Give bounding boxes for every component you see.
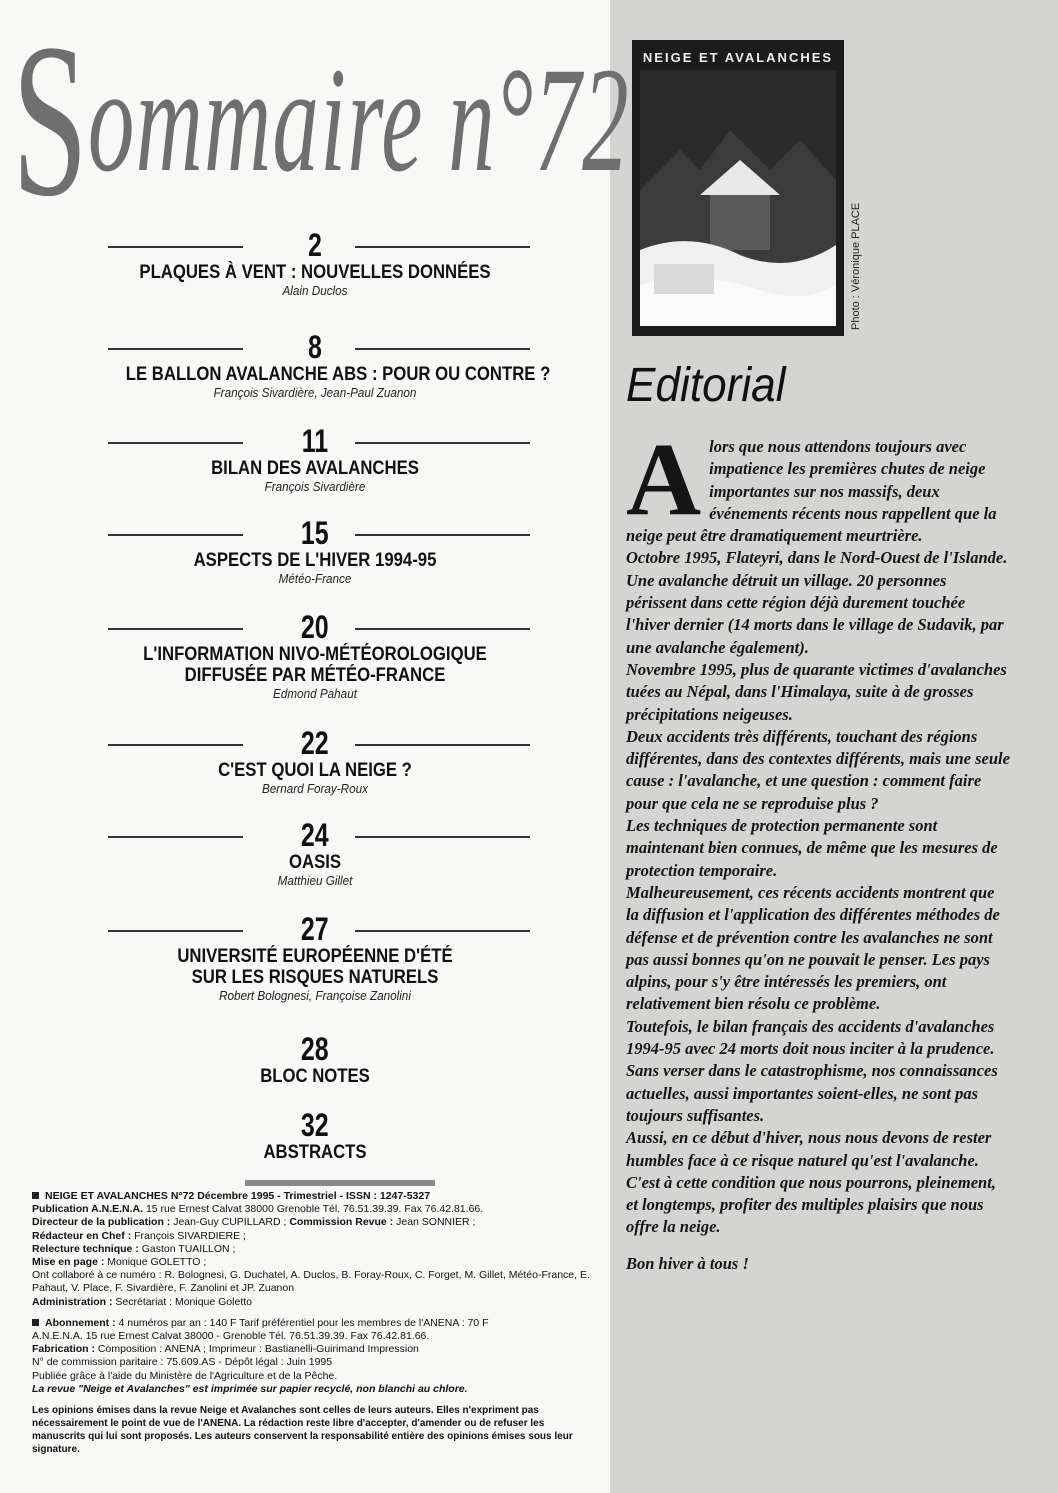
toc-page-number: 22 <box>301 725 329 761</box>
toc-title-line2: SUR LES RISQUES NATURELS <box>191 967 439 988</box>
toc-title: BLOC NOTES <box>260 1066 370 1087</box>
toc-author: Bernard Foray-Roux <box>261 781 369 796</box>
toc-author: Météo-France <box>278 571 352 586</box>
title-rest: ommaire n°72 <box>87 37 630 203</box>
toc-page-number: 24 <box>301 817 329 853</box>
toc-author: François Sivardière <box>264 479 366 494</box>
toc-entry[interactable] <box>100 329 551 401</box>
toc-title: BILAN DES AVALANCHES <box>211 458 419 479</box>
toc-author: François Sivardière, Jean-Paul Zuanon <box>213 385 417 400</box>
toc-page-number: 15 <box>301 515 329 551</box>
toc-entry[interactable] <box>100 1032 530 1087</box>
toc-title: OASIS <box>288 852 342 873</box>
toc-entry[interactable] <box>100 228 530 299</box>
toc-entry[interactable] <box>100 610 530 702</box>
disclaimer: Les opinions émises dans la revue Neige et Avalanches sont celles de leurs auteurs. Elles n'expriment pas nécessairement le point de vue de l'ANENA. La rédaction reste libre d'accepter, d'amender ou de refuser les manuscrits qui lui sont proposés. Les auteurs conservent la responsabilité entière des opinions émises sous leur signature. <box>32 1405 573 1456</box>
toc-title: LE BALLON AVALANCHE ABS : POUR OU CONTRE ? <box>125 364 551 385</box>
toc-author: Edmond Pahaut <box>273 686 357 701</box>
toc-title: ASPECTS DE L'HIVER 1994-95 <box>193 550 437 571</box>
toc-title: L'INFORMATION NIVO-MÉTÉOROLOGIQUE <box>143 644 487 665</box>
toc-author: Robert Bolognesi, Françoise Zanolini <box>219 988 411 1003</box>
bullet-square-icon <box>32 1319 39 1326</box>
title-initial: S <box>12 0 88 242</box>
cover-title: NEIGE ET AVALANCHES <box>642 50 834 65</box>
toc-entry[interactable] <box>100 818 530 889</box>
toc-title: C'EST QUOI LA NEIGE ? <box>218 760 412 781</box>
toc-entry[interactable] <box>100 516 530 587</box>
toc-entry[interactable] <box>100 912 530 1004</box>
masthead-credits: NEIGE ET AVALANCHES N°72 Décembre 1995 - Trimestriel - ISSN : 1247-5327 Publication A.N.E.N.A. 15 rue Ernest Calvat 38000 Grenoble Tél. 76.51.39.39. Fax 76.42.81.66. Directeur de la publication : Jean-Guy CUPILLARD ; Commission Revue : Jean SONNIER ; Rédacteur en Chef : François SIVARDIERE ; Relecture technique : Gaston TUAILLON ; Mise en page : Monique GOLETTO ; Ont collaboré à ce numéro : R. Bolognesi, G. Duchatel, A. Duclos, B. Foray-Roux, C. Forget, M. Gillet, Météo-France, E. Pahaut, V. Place, F. Sivardière, F. Zanolini et JP. Zuanon Administration : Secrétariat : Monique Goletto Abonnement : 4 numéros par an : 140 F Tarif préférentiel pour les membres de l'ANENA : 70 F A.N.E.N.A. 15 rue Ernest Calvat 38000 - Grenoble Tél. 76.51.39.39. Fax 76.42.81.66. Fabrication : Composition : ANENA ; Imprimeur : Bastianelli-Guirimand Impression N° de commission paritaire : 75.609.AS - Dépôt légal : Juin 1995 Publiée grâce à l'aide du Ministère de l'Agriculture et de la Pêche. La revue "Neige et Avalanches" est imprimée sur papier recyclé, non blanchi au chlore. Les opinions émises dans la revue Neige et Avalanches sont celles de leurs auteurs. Elles n'expriment pas nécessairement le point de vue de l'ANENA. La rédaction reste libre d'accepter, d'amender ou de refuser les manuscrits qui lui sont proposés. Les auteurs conservent la responsabilité entière des opinions émises sous leur signature. <box>32 1190 597 1456</box>
toc-page-number: 27 <box>301 911 329 947</box>
toc-title: UNIVERSITÉ EUROPÉENNE D'ÉTÉ <box>177 946 453 967</box>
toc-title: ABSTRACTS <box>263 1142 367 1163</box>
toc-page-number: 11 <box>301 423 329 459</box>
toc-author: Matthieu Gillet <box>277 873 353 888</box>
toc-title-line2: DIFFUSÉE PAR MÉTÉO-FRANCE <box>184 665 446 686</box>
issue-line: NEIGE ET AVALANCHES N°72 Décembre 1995 - Trimestriel - ISSN : 1247-5327 <box>45 1190 431 1202</box>
toc-page-number: 8 <box>308 329 322 365</box>
bullet-square-icon <box>32 1192 39 1199</box>
cover-thumbnail <box>632 40 844 336</box>
toc-author: Alain Duclos <box>282 283 348 298</box>
toc-entry[interactable] <box>100 726 530 797</box>
contributors: Ont collaboré à ce numéro : R. Bolognesi, G. Duchatel, A. Duclos, B. Foray-Roux, C. Forget, M. Gillet, Météo-France, E. Pahaut, V. Place, F. Sivardière, F. Zanolini et JP. Zuanon <box>32 1269 590 1295</box>
toc-entry[interactable] <box>100 1108 530 1163</box>
toc-entry[interactable] <box>100 424 530 495</box>
divider-bar <box>245 1180 435 1186</box>
drop-cap: A <box>626 422 702 537</box>
page-title <box>12 0 630 242</box>
toc-title: PLAQUES À VENT : NOUVELLES DONNÉES <box>139 262 491 283</box>
toc-page-number: 32 <box>301 1107 329 1143</box>
toc-page-number: 2 <box>308 227 322 263</box>
editorial-text: Alors que nous attendons toujours avec impatience les premières chutes de neige importantes sur nos massifs, deux événements récents nous rappellent que la neige peut être dramatiquement meurtrière. Octobre 1995, Flateyri, dans le Nord-Ouest de l'Islande. Une avalanche détruit un village. 20 personnes périssent dans cette région déjà durement touchée l'hiver dernier (14 morts dans le village de Sudavik, par une avalanche également). Novembre 1995, plus de quarante victimes d'avalanches tuées au Népal, dans l'Himalaya, suite à de grosses précipitations neigeuses. Deux accidents très différents, touchant des régions différentes, dans des contextes différents, mais une seule cause : l'avalanche, et une question : comment faire pour que cela ne se reproduise plus ? Les techniques de protection permanente sont maintenant bien connues, de même que les mesures de protection temporaire. Malheureusement, ces récents accidents montrent que la diffusion et l'application des différentes méthodes de défense et de prévention contre les avalanches ne sont pas aussi bonnes qu'on ne pouvait le penser. Les pays alpins, pour s'y être intéressés les premiers, ont relativement bien résolu ce problème. Toutefois, le bilan français des accidents d'avalanches 1994-95 avec 24 morts doit nous inciter à la prudence. Sans verser dans le catastrophisme, nos connaissances actuelles, aussi importantes soient-elles, ne sont pas toujours suffisantes. Aussi, en ce début d'hiver, nous nous devons de rester humbles face à ce risque naturel qu'est l'avalanche. C'est à cette condition que nous pourrons, pleinement, et longtemps, profiter des multiples plaisirs que nous offre la neige. Bon hiver à tous ! <box>626 436 1010 1275</box>
editorial-heading: Editorial <box>626 359 786 412</box>
toc-page-number: 28 <box>301 1031 329 1067</box>
photo-credit: Photo : Véronique PLACE <box>850 202 862 330</box>
toc-page-number: 20 <box>301 609 329 645</box>
signoff: Bon hiver à tous ! <box>626 1253 749 1273</box>
snow-cabin-photo <box>640 70 836 326</box>
